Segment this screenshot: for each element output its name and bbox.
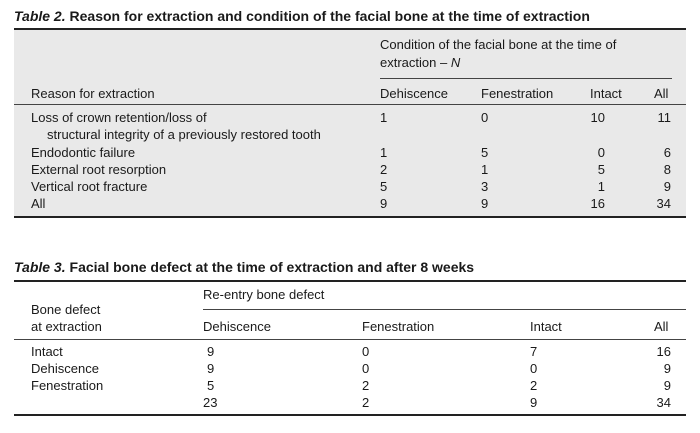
table2-col-fenestration: Fenestration [481,86,554,101]
table3-cell: 2 [530,378,538,393]
table2-col-all: All [654,86,669,101]
table2-cell: 0 [481,110,489,125]
table2-cell: 5 [481,145,489,160]
table2-group-header-line2: extraction – N [380,55,461,70]
table3-cell: 34 [656,395,671,410]
table3-row-label: Fenestration [31,378,104,393]
table3-cell: 0 [362,361,370,376]
table3-caption-text: Facial bone defect at the time of extraction and after 8 weeks [69,259,475,275]
table3-cell: 7 [530,344,538,359]
table2-group-header-line1: Condition of the facial bone at the time of [380,37,617,52]
table3-row-label: Intact [31,344,63,359]
table3-header-rule [14,339,686,340]
table3-group-rule [203,309,686,310]
table2-cell: 9 [481,196,489,211]
table2-row-label: External root resorption [31,162,167,177]
table2-row-header: Reason for extraction [31,86,155,101]
table2-bottom-rule [14,216,686,218]
table2-cell: 3 [481,179,489,194]
table3-cell: 16 [656,344,671,359]
table3-col-dehiscence: Dehiscence [203,319,271,334]
table2-cell: 0 [597,145,605,160]
table3-cell: 9 [207,361,215,376]
table2-cell: 6 [663,145,671,160]
table2-cell: 16 [590,196,605,211]
table3-cell: 2 [362,395,370,410]
table3-col-fenestration: Fenestration [362,319,435,334]
table3-cell: 9 [663,361,671,376]
table2-cell: 9 [380,196,388,211]
table2-cell: 10 [590,110,605,125]
table2-cell: 34 [656,196,671,211]
table2-cell: 11 [657,110,671,125]
table2-row-label-cont: structural integrity of a previously restored tooth [47,127,321,142]
table3-cell: 23 [203,395,218,410]
table2-cell: 2 [380,162,388,177]
table3-col-intact: Intact [530,319,562,334]
table2-top-rule [14,28,686,30]
table2-row-label: Loss of crown retention/loss of [31,110,207,125]
table3-cell: 9 [207,344,215,359]
table2-group-rule [380,78,672,79]
table2-cell: 1 [380,110,388,125]
table3-caption [14,259,474,275]
table3-cell: 5 [207,378,215,393]
table3-group-header: Re-entry bone defect [203,287,325,302]
table2-col-dehiscence: Dehiscence [380,86,448,101]
table2-caption [14,8,590,24]
table2-cell: 8 [663,162,671,177]
table3-cell: 2 [362,378,370,393]
table2-cell: 5 [380,179,388,194]
table3-col-all: All [654,319,669,334]
table3-cell: 0 [530,361,538,376]
table3-cell: 9 [663,378,671,393]
table2-col-intact: Intact [590,86,622,101]
table3-row-label: Dehiscence [31,361,99,376]
table2-cell: 1 [597,179,605,194]
table3-cell: 9 [530,395,538,410]
table2-cell: 1 [481,162,489,177]
table2-cell: 5 [597,162,605,177]
table2-row-label: Vertical root fracture [31,179,148,194]
table3-top-rule [14,280,686,282]
table2-cell: 1 [380,145,388,160]
table3-caption-label: Table 3. [14,259,66,275]
table2-header-rule [14,104,686,105]
table2-caption-text: Reason for extraction and condition of the facial bone at the time of extraction [69,8,590,24]
table3-row-header-line1: Bone defect [31,302,101,317]
table3-bottom-rule [14,414,686,416]
table2-cell: 9 [663,179,671,194]
table2-caption-label: Table 2. [14,8,66,24]
table3-cell: 0 [362,344,370,359]
table2-row-label: All [31,196,46,211]
table2-row-label: Endodontic failure [31,145,136,160]
table3-row-header-line2: at extraction [31,319,102,334]
